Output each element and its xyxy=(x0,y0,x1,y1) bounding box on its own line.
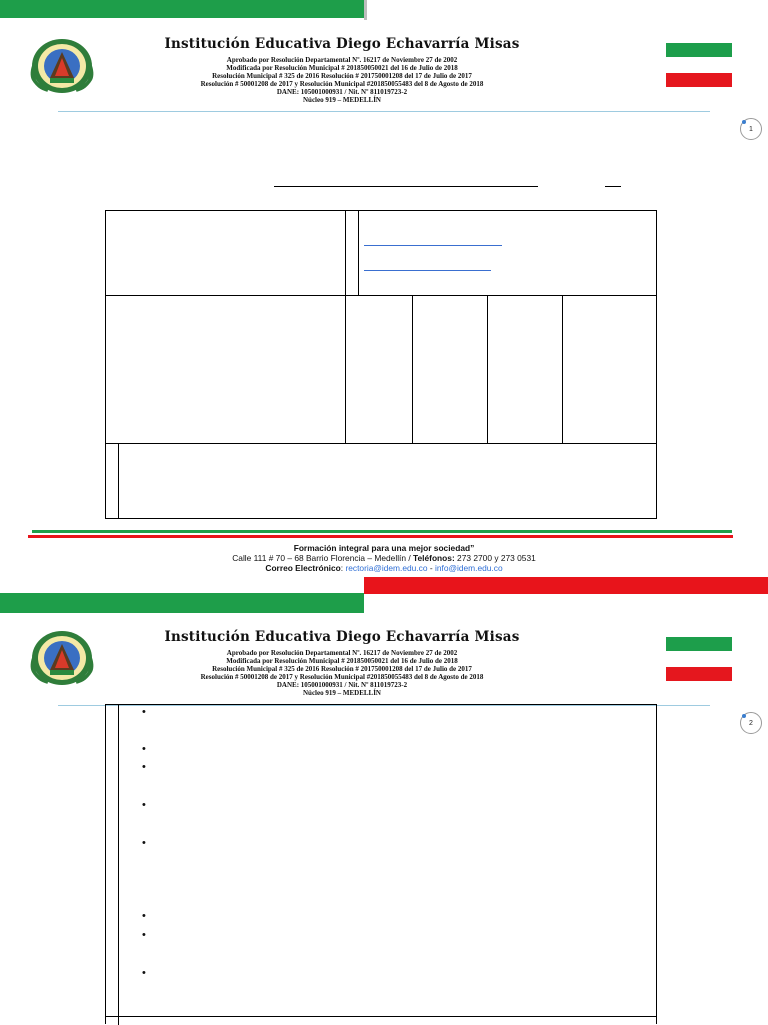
footer-slogan: Formación integral para una mejor sociedad” xyxy=(293,543,475,553)
resolution-line: Aprobado por Resolución Departamental Nº. 16217 de Noviembre 27 de 2002 xyxy=(226,56,458,64)
flag-green-stripe xyxy=(666,637,732,651)
page-break-green-bar xyxy=(0,593,364,613)
page-number-badge[interactable] xyxy=(740,712,762,734)
flag-green-stripe xyxy=(666,43,732,57)
footer-phones: 273 2700 y 273 0531 xyxy=(454,553,536,563)
header-rule xyxy=(58,111,710,112)
table-row-divider xyxy=(106,443,656,444)
table-divider xyxy=(345,296,346,444)
list-bullet: • xyxy=(142,967,146,979)
comment-dot-icon xyxy=(742,714,746,718)
link-underline[interactable] xyxy=(364,270,491,271)
dane-line: DANE: 105001000931 / Nit. Nº 811019723-2 xyxy=(276,681,408,690)
table-row-divider xyxy=(106,295,656,296)
table-divider xyxy=(358,211,359,296)
link-underline[interactable] xyxy=(364,245,502,246)
bulleted-table xyxy=(105,704,657,1024)
table-divider xyxy=(562,296,563,444)
institution-resolution-lines xyxy=(112,649,572,698)
page-number: 2 xyxy=(749,719,753,727)
email-link-rectoria[interactable]: rectoria@idem.edu.co xyxy=(345,563,428,573)
table-divider xyxy=(118,705,119,1025)
institution-resolution-lines xyxy=(112,56,572,105)
list-bullet: • xyxy=(142,799,146,811)
resolution-line: Aprobado por Resolución Departamental Nº. 16217 de Noviembre 27 de 2002 xyxy=(226,649,458,657)
table-divider xyxy=(345,211,346,296)
list-bullet: • xyxy=(142,743,146,755)
footer-sep: : xyxy=(340,563,346,573)
resolution-line: Resolución Municipal # 325 de 2016 Resolución # 201750001208 del 17 de Julio de 2017 xyxy=(212,665,472,674)
comment-dot-icon xyxy=(742,120,746,124)
table-divider xyxy=(487,296,488,444)
nucleo-line: Núcleo 919 – MEDELLÍN xyxy=(303,96,381,105)
footer-sep: - xyxy=(427,563,435,573)
school-crest-icon xyxy=(28,628,96,688)
resolution-line: Modificada por Resolución Municipal # 201850050021 del 16 de Julio de 2018 xyxy=(226,657,458,666)
email-link-info[interactable]: info@idem.edu.co xyxy=(434,563,503,573)
resolution-line: Resolución # 50001208 de 2017 y Resolución Municipal #201850055483 del 8 de Agosto de 2018 xyxy=(200,80,484,89)
form-table xyxy=(105,210,657,519)
footer-red-rule xyxy=(28,535,733,538)
footer-address: Calle 111 # 70 – 68 Barrio Florencia – Medellín / xyxy=(232,553,414,563)
page-break-red-bar xyxy=(364,577,768,594)
page-number-badge[interactable] xyxy=(740,118,762,140)
list-bullet: • xyxy=(142,706,146,718)
footer-info xyxy=(84,543,684,573)
page-number: 1 xyxy=(749,125,753,133)
dane-line: DANE: 105001000931 / Nit. Nº 811019723-2 xyxy=(276,88,408,97)
resolution-line: Resolución # 50001208 de 2017 y Resolución Municipal #201850055483 del 8 de Agosto de 2018 xyxy=(200,673,484,682)
footer-phones-label: Teléfonos: xyxy=(413,553,455,563)
resolution-line: Modificada por Resolución Municipal # 201850050021 del 16 de Julio de 2018 xyxy=(226,64,458,73)
school-crest-icon xyxy=(28,36,96,96)
flag-red-stripe xyxy=(666,667,732,681)
footer-email-label: Correo Electrónico xyxy=(265,563,341,573)
table-divider xyxy=(412,296,413,444)
top-green-bar xyxy=(0,0,364,18)
list-bullet: • xyxy=(142,761,146,773)
blank-field-line-short xyxy=(605,186,621,187)
institution-title: Institución Educativa Diego Echavarría Misas xyxy=(164,629,520,645)
top-bar-gray-edge xyxy=(364,0,367,20)
flag-red-stripe xyxy=(666,73,732,87)
table-divider xyxy=(118,444,119,518)
resolution-line: Resolución Municipal # 325 de 2016 Resolución # 201750001208 del 17 de Julio de 2017 xyxy=(212,72,472,81)
blank-field-line xyxy=(274,186,538,187)
footer-green-rule xyxy=(32,530,732,533)
list-bullet: • xyxy=(142,929,146,941)
nucleo-line: Núcleo 919 – MEDELLÍN xyxy=(303,689,381,698)
table-row-divider xyxy=(106,1016,656,1017)
institution-title: Institución Educativa Diego Echavarría Misas xyxy=(164,36,520,52)
list-bullet: • xyxy=(142,910,146,922)
list-bullet: • xyxy=(142,837,146,849)
